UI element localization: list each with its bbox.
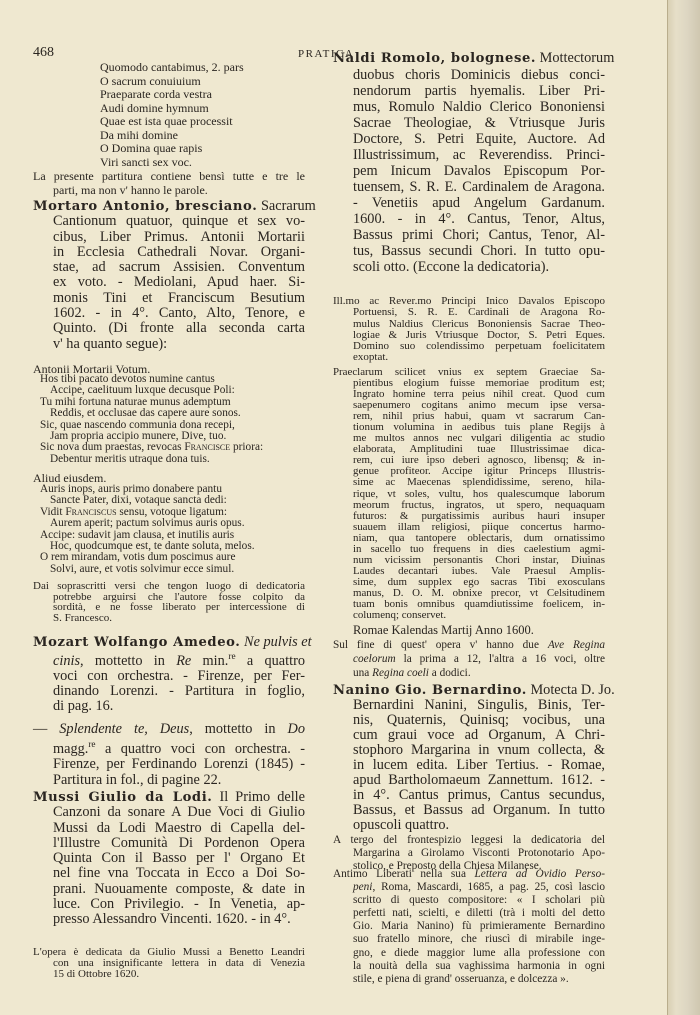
text-segment: Ave Regina — [547, 639, 605, 651]
entry-mozart-splendente — [33, 722, 305, 789]
text-segment: Ne pulvis et — [244, 634, 312, 650]
text-segment: Antimo Liberati nella sua — [333, 868, 475, 880]
text-line: rem, nihil prius habui, quam vt sacrarum Can- — [353, 410, 605, 423]
dedication-date — [353, 623, 603, 638]
text-line: O rem mirandam, votis dum poscimus aure — [40, 551, 236, 564]
text-line: niam, qua tantopere oblectaris, dum ornatissimo — [353, 531, 605, 544]
text-line: tus, Bassus secundi Chori. In tutto opu- — [353, 243, 605, 259]
text-line: monis Tini et Franciscum Besutium — [53, 289, 305, 306]
text-line: Jam propria accipio munere, Dive, tuo. — [50, 430, 227, 443]
running-head: PRATICA — [298, 48, 355, 60]
text-line: O sacrum conuiuium — [100, 73, 201, 88]
text-line: me multos annos nec vulgari diligentia ac studio — [353, 432, 605, 445]
text-line: Solvi, aure, et votis solvimur ecce simul. — [50, 562, 235, 575]
entry-heading: Mozart Wolfango Amedeo. — [33, 635, 241, 650]
text-line: mus, Romulo Naldio Clerico Bononiensi — [353, 99, 605, 115]
text-line: 1600. - in 4°. Cantus, Tenor, Altus, — [353, 211, 605, 227]
text-line: l'Illustre Comunità Di Pordenon Opera — [53, 834, 305, 851]
text-line: gno, e diede maggior lume alla professione con — [353, 946, 605, 959]
text-segment: Franciscus — [65, 505, 117, 518]
entry-heading: Naldi Romolo, bolognese. — [333, 51, 537, 66]
text-line — [333, 652, 605, 666]
text-line: Quinto. (Di fronte alla seconda carta — [53, 320, 305, 337]
text-line: in 4°. Cantus primus, Cantus secundus, — [353, 787, 605, 803]
text-line — [33, 650, 305, 669]
text-segment: Splendente te, Deus — [59, 721, 190, 737]
text-line: Reddis, et occlusae das capere aure sonos. — [50, 407, 241, 420]
text-line: Debentur meritis utraque dona tuis. — [50, 452, 210, 465]
note — [333, 868, 605, 986]
text-segment: a quattro — [235, 652, 305, 669]
note — [33, 947, 305, 980]
text-segment: Sacrarum — [257, 198, 316, 214]
text-line: di pag. 16. — [53, 697, 114, 714]
text-line: Sic, quae nascendo communia dona recepi, — [40, 418, 235, 431]
text-line — [33, 738, 305, 757]
text-line: Quomodo cantabimus, 2. pars — [100, 60, 244, 74]
text-line — [333, 50, 615, 67]
entry-heading: Nanino Gio. Bernardino. — [333, 683, 527, 698]
text-line: Canzoni da sonare A Due Voci di Giulio — [53, 804, 305, 821]
text-line: mulus Naldius Clericus Bononiensis Sacrae Theo- — [353, 317, 605, 330]
text-line: O Domina quae rapis — [100, 141, 203, 155]
text-line: S. Francesco. — [53, 611, 112, 624]
dedication-address — [333, 296, 605, 364]
text-segment: min. — [191, 652, 229, 669]
text-line: Ill.mo ac Rever.mo Principi Inico Davalos Episcopo — [333, 295, 605, 307]
poem — [40, 484, 305, 575]
text-line: elaborata, Amplitudini tuae Illustrissimae dica- — [353, 443, 605, 456]
text-line: in sacello tuo frequens in dies caelestium agmi- — [353, 542, 605, 555]
text-segment: coelorum — [353, 653, 396, 665]
text-line: Doctore, S. Petri Equite, Auctore. Ad — [353, 131, 605, 147]
text-line — [333, 881, 605, 894]
text-line: tuam bonis omnibus quamdiutissime foelicem, in- — [353, 597, 605, 610]
text-line: futuros: & purgatissimis auribus hauri insuper — [353, 509, 605, 522]
text-line: Audi domine hymnum — [100, 100, 209, 115]
text-line: tionum volumina in aedibus tuis plane Regijs à — [353, 421, 605, 434]
text-segment: re — [88, 739, 96, 750]
text-segment: a dodici. — [428, 667, 471, 679]
text-line: nendorum partis hyemalis. Liber Pri- — [353, 83, 605, 99]
book-edge — [668, 0, 700, 1015]
text-line: pientibus elogium fuisse memoriae proditum est; — [353, 377, 605, 390]
text-segment: Sic nova dum praestas, revocas — [40, 441, 185, 454]
text-line: Antonii Mortarii Votum. — [33, 362, 151, 376]
text-line: scritto di questo compositore: « I scholari più — [353, 894, 605, 907]
text-line — [333, 868, 605, 881]
text-segment: Regina coeli — [372, 667, 429, 679]
text-line: exoptat. — [353, 351, 389, 364]
text-line: Margarina a Girolamo Visconti Protonotario Apo- — [353, 847, 605, 859]
text-line: voci con orchestra. - Firenze, per Fer- — [53, 667, 305, 684]
text-line: dinando Lorenzi. - Partitura in foglio, — [53, 682, 305, 699]
text-segment: , Roma, Mascardi, 1685, a pag. 25, così lascio — [372, 881, 605, 894]
text-segment: a quattro voci con orchestra. - — [95, 740, 305, 757]
text-line: nis, Quaternis, Quinisq; vocibus, una — [353, 712, 605, 728]
text-line — [333, 666, 605, 680]
text-line: opuscoli quattro. — [353, 817, 450, 833]
text-line: rem, cui iure ipso deberi agnosco, libensq; & in- — [353, 454, 605, 467]
text-segment: , mottetto in — [80, 652, 177, 669]
text-line: Portuensi, S. R. E. Cardinali de Aragona Ro- — [353, 306, 605, 319]
text-line: Laudes decantari iubes. Vale Praesul Amplis- — [353, 564, 605, 577]
text-line: Firenze, per Ferdinando Lorenzi (1845) - — [53, 756, 305, 773]
text-line: luce. Con Privilegio. - In Venetia, ap- — [53, 896, 305, 913]
text-segment: sensu, votoque ligatum: — [116, 505, 228, 518]
text-line: suo fratello minore, che riuscì di mirabile inge- — [353, 933, 605, 946]
text-segment: — — [33, 721, 60, 737]
text-segment: priora: — [230, 441, 264, 454]
text-line: Mussi da Lodi Maestro di Capella del- — [53, 819, 305, 836]
text-line: cum graui voce ad Organum, A Chri- — [353, 727, 605, 743]
text-line: meorum fructus, ingratos, ut spero, nequaquam — [353, 498, 605, 511]
text-line: stae, ad sacrum Assisien. Conventum — [53, 259, 305, 276]
text-line: Illustrissimum, ac Reverendiss. Princi- — [353, 147, 605, 163]
text-segment: peni — [353, 881, 373, 894]
text-line: stophoro Margarina in vnum collecta, & — [353, 742, 605, 758]
text-line: Tu mihi fortuna naturae munus ademptum — [40, 395, 231, 408]
entry-naldi — [333, 50, 615, 275]
text-line: parti, ma non v' hanno le parole. — [53, 183, 208, 197]
text-line: stile, e piena di grand' osseruanza, e dolcezza ». — [353, 972, 569, 985]
text-line: Cantionum quatuor, quinque et sex vo- — [53, 213, 305, 230]
text-line: tuensem, S. R. E. Cardinalem de Aragona. — [353, 179, 605, 195]
text-line: Ingrato homine terra peius nihil creat. Quod cum — [353, 388, 605, 401]
text-line: Aliud eiusdem. — [33, 471, 107, 485]
entry-mortaro — [33, 198, 316, 352]
text-line: sime, dum supplex ego sacras Tibi exosculans — [353, 575, 605, 588]
text-line — [33, 722, 305, 738]
text-line: Viri sancti sex voc. — [100, 154, 192, 169]
text-segment: magg. — [53, 740, 89, 757]
entry-mussi — [33, 790, 305, 928]
text-line: Auris inops, auris primo donabere pantu — [40, 483, 222, 495]
entry-mozart — [33, 634, 312, 714]
text-line: Sancte Pater, dixi, votaque sancta dedi: — [50, 494, 227, 507]
title-list — [100, 61, 300, 169]
text-line: v' ha quanto segue): — [53, 335, 168, 352]
text-line: Praeparate corda vestra — [100, 87, 212, 101]
text-line: rique, vt soles, vultu, hos qualescumque laborum — [353, 487, 605, 500]
text-line: cibus, Liber Primus. Antonii Mortarii — [53, 228, 305, 245]
poem — [40, 374, 305, 465]
text-segment: Do — [287, 721, 305, 737]
note — [333, 638, 605, 680]
text-line: apud Bartholomaeum Zannettum. 1612. - — [353, 772, 605, 788]
text-segment: Motecta D. Jo. — [526, 682, 615, 698]
text-segment: Francisce — [184, 441, 231, 454]
text-line: scoli otto. (Eccone la dedicatoria). — [353, 259, 550, 275]
text-line: Hos tibi pacato devotos numine cantus — [40, 373, 215, 385]
text-segment: Mottectorum — [536, 50, 615, 66]
text-line: Romae Kalendas Martij Anno 1600. — [353, 623, 534, 637]
text-line: Dai soprascritti versi che tengon luogo di dedicatoria — [33, 580, 305, 592]
text-line: nel fine vna Toccata in Ecco a Doi So- — [53, 865, 305, 882]
text-line: Domino suo colendissimo perpetuam foelicitatem — [353, 340, 605, 353]
text-line: Accipe: sudavit jam clausa, et inutilis auris — [40, 528, 235, 541]
text-line: logiae & Juris Vtriusque Doctor, S. Petri Eques. — [353, 328, 605, 341]
text-segment: Sul fine di quest' opera v' hanno due — [333, 639, 548, 651]
text-line: sordità, e ne fosse liberato per intercessione di — [53, 601, 305, 613]
text-line: pem Inicum Davalos Episcopum Por- — [353, 163, 605, 179]
text-line — [33, 634, 312, 650]
text-line: stolico, e Preposto della Chiesa Milanese. — [353, 860, 542, 872]
page-number: 468 — [33, 45, 54, 60]
text-segment: la prima a 12, l'altra a 16 voci, oltre — [395, 653, 605, 665]
text-line: in lucem edita. Liber Tertius. - Romae, — [353, 757, 605, 773]
text-line: Hoc, quodcumque est, te dante soluta, melos. — [50, 540, 255, 553]
text-line: con una insignificante lettera in data di Venezia — [53, 957, 305, 969]
text-line: ex voto. - Mediolani, Apud haer. Si- — [53, 274, 305, 291]
note — [33, 169, 305, 197]
entry-heading: Mortaro Antonio, bresciano. — [33, 199, 258, 214]
text-line: 15 di Ottobre 1620. — [53, 968, 140, 980]
text-line: saepenumero cogitans animo mecum ipse versa- — [353, 399, 605, 412]
text-line — [33, 198, 316, 214]
text-line: sime ac Maecenas splendidissime, sereno, hila- — [353, 476, 605, 489]
text-segment: cinis — [53, 652, 81, 669]
text-line: la nouità della sua vaghissima harmonia in ogni — [353, 959, 605, 972]
text-line: Gio. Maria Nanino) fù primieramente Bernardino — [353, 920, 605, 933]
text-line: suauem illam religiosi, piique concertus harmo- — [353, 520, 605, 533]
text-line: potrebbe arguirsi che l'autore fosse colpito da — [53, 590, 305, 603]
text-segment: re — [228, 652, 236, 662]
text-line: 1602. - in 4°. Canto, Alto, Tenore, e — [53, 305, 305, 322]
text-line: Bernardini Nanini, Singulis, Binis, Ter- — [353, 697, 605, 713]
text-line: Accipe, caelituum luxque decusque Poli: — [50, 384, 235, 397]
text-line: perfetti nati, scielti, e diletti (trà i molti del detto — [353, 907, 605, 920]
entry-nanino — [333, 682, 615, 833]
dedication-text — [333, 367, 605, 621]
text-line: Bassus, et Bassus ad Organum. In tutto — [353, 802, 605, 818]
text-line: Partitura in fol., di pagine 22. — [53, 771, 222, 788]
text-line: - Venetiis apud Angelum Gardanum. — [353, 195, 605, 211]
text-line: manus, D. O. M. obnixe precor, vt Celsitudinem — [353, 586, 605, 599]
text-line: Aurem aperit; pactum solvimus auris opus. — [50, 517, 245, 530]
text-line: La presente partitura contiene bensì tutte e tre le — [33, 169, 305, 183]
text-line — [333, 682, 615, 698]
text-line: Praeclarum scilicet vnius ex septem Graeciae Sa- — [333, 366, 605, 378]
text-segment: , mottetto in — [189, 721, 288, 737]
text-line: Sacrae Theologiae, & Vtriusque Juris — [353, 115, 605, 131]
text-line: genue profiteor. Accipe igitur Princeps Illustris- — [353, 465, 605, 478]
text-line: in Ecclesia Cathedrali Novar. Organi- — [53, 243, 305, 260]
text-segment: Il Primo delle — [212, 789, 305, 805]
text-segment: una — [353, 667, 373, 679]
entry-heading: Mussi Giulio da Lodi. — [33, 790, 213, 805]
text-segment: Lettera ad Ovidio Perso- — [474, 868, 605, 880]
text-line — [33, 790, 305, 805]
text-line: Quinta Con il Basso per l' Organo Et — [53, 850, 305, 867]
text-line: prani. Nuouamente composte, & date in — [53, 880, 305, 897]
text-line: Da mihi domine — [100, 127, 178, 142]
text-line — [333, 638, 605, 652]
text-line: L'opera è dedicata da Giulio Mussi a Benetto Leandri — [33, 946, 305, 958]
text-line: duobus choris Dominicis diebus conci- — [353, 67, 605, 83]
note — [33, 581, 305, 623]
text-line: presso Alessandro Vincenti. 1620. - in 4°. — [53, 911, 291, 928]
text-line: Quae est ista quae processit — [100, 114, 233, 128]
text-segment: Re — [176, 652, 192, 669]
text-line: A tergo del frontespizio leggesi la dedicatoria del — [333, 834, 605, 846]
text-segment: Vidit — [40, 505, 66, 518]
text-line: Bassus primi Chori; Cantus, Tenor, Al- — [353, 227, 605, 243]
text-line: num vicissim personantis Chori instar, Diuinas — [353, 553, 605, 566]
text-line: columenq; conservet. — [353, 609, 447, 622]
